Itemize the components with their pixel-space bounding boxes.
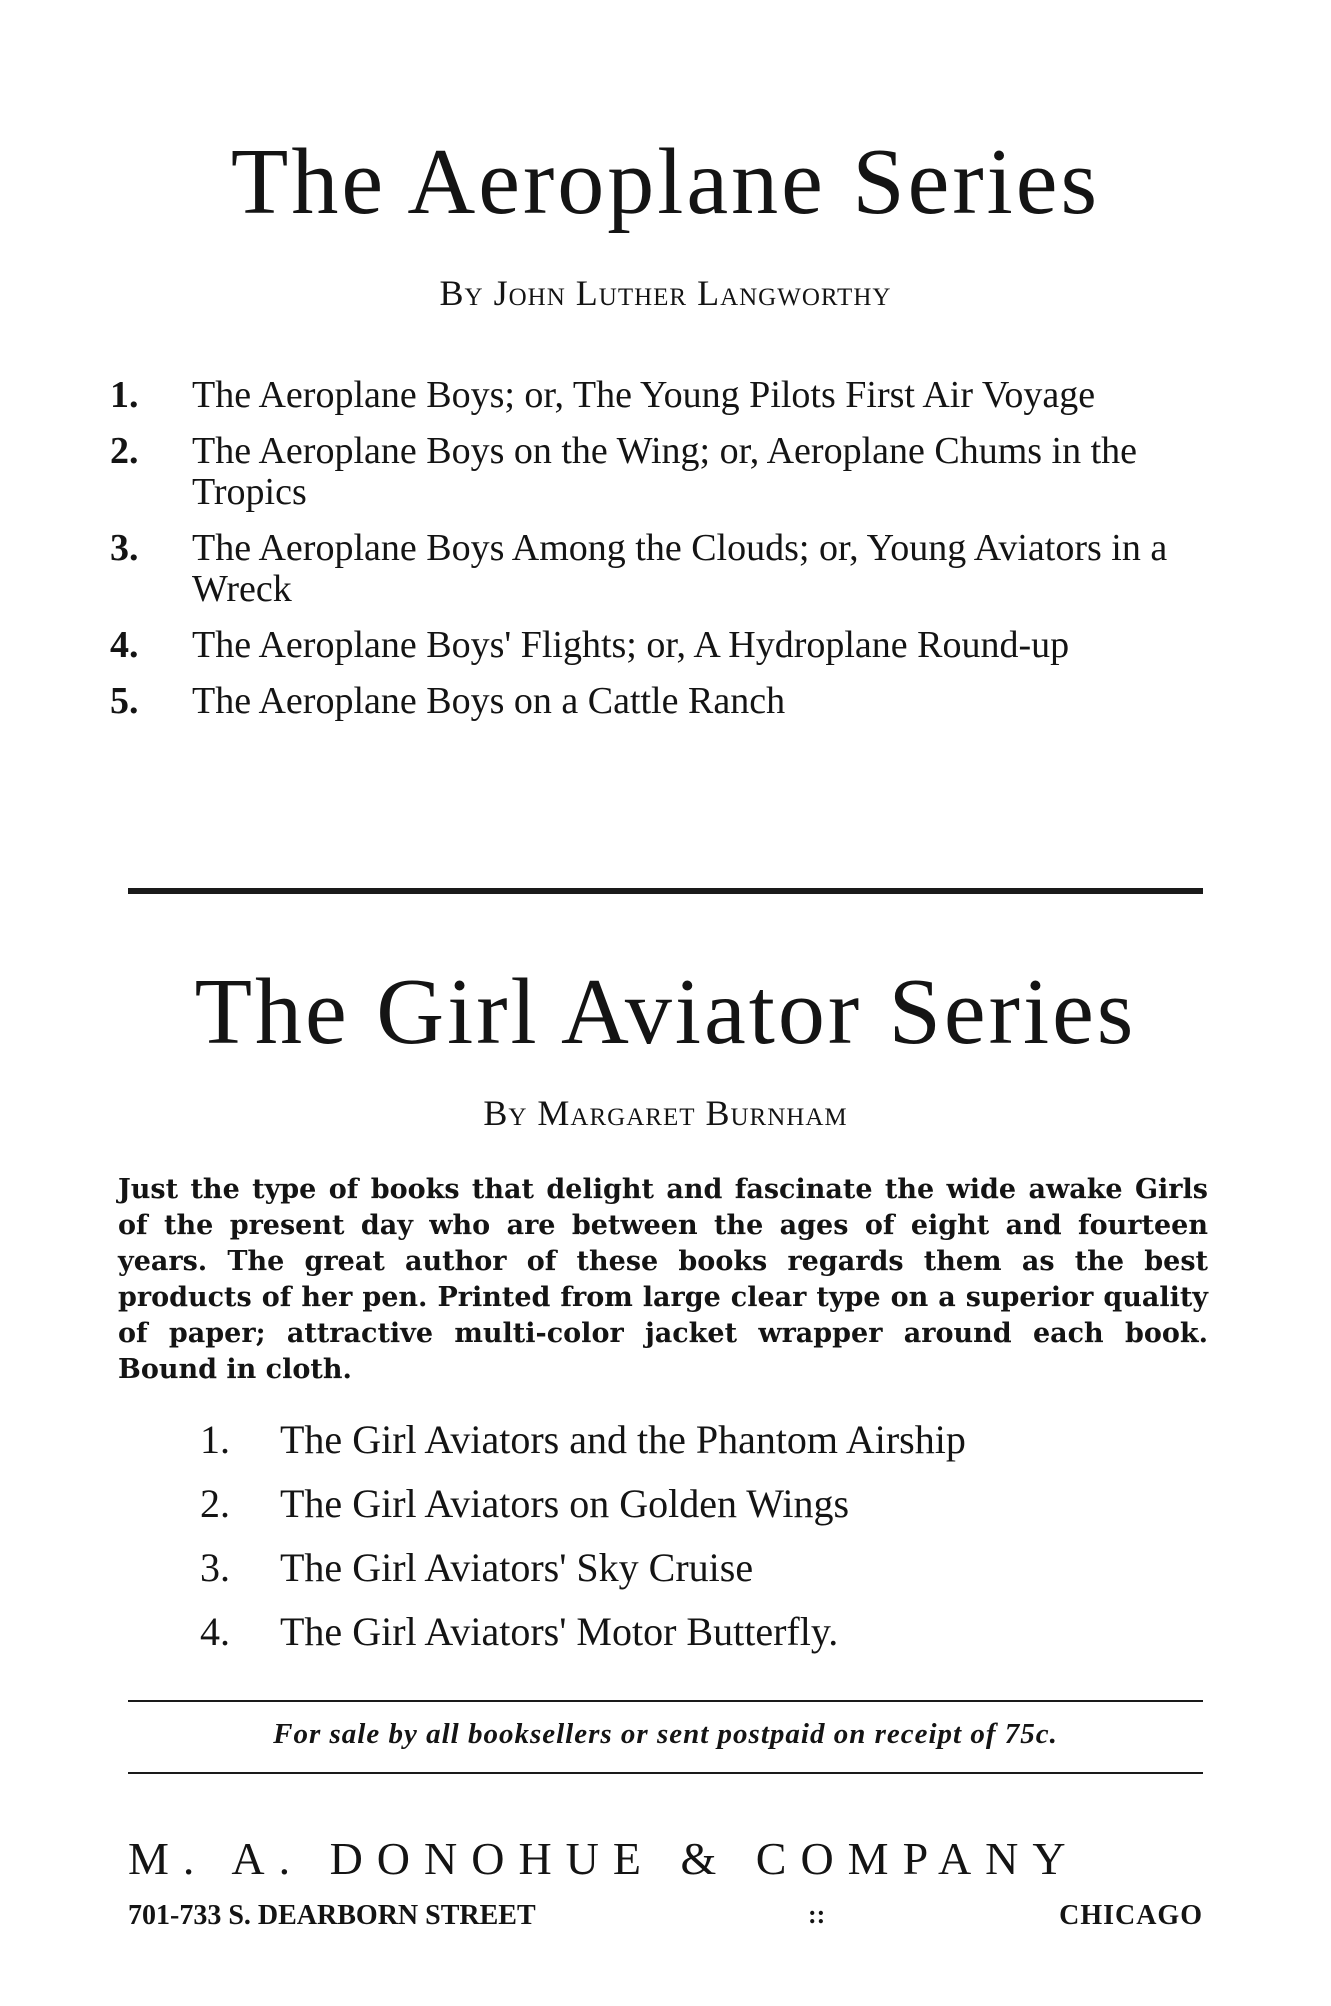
- list-item: [110, 625, 1200, 666]
- book-number: 5.: [110, 680, 139, 722]
- section-divider: [128, 888, 1203, 894]
- book-title: The Girl Aviators' Motor Butterfly.: [280, 1609, 839, 1654]
- publisher-address: [128, 1900, 1203, 1940]
- publisher-name: M. A. DONOHUE & COMPANY: [128, 1833, 1080, 1884]
- book-number: 1.: [110, 374, 139, 416]
- book-title: The Girl Aviators on Golden Wings: [280, 1481, 850, 1526]
- series-description: Just the type of books that delight and fascinate the wide awake Girls of the present day who are between the ages of eight and fourteen years. The great author of these books regards them as the best products of her pen. Printed from large clear type on a superior quality of paper; attractive multi-color jacket wrapper around each book. Bound in cloth.: [118, 1174, 1208, 1385]
- book-number: 4.: [200, 1609, 230, 1654]
- list-item: [110, 431, 1200, 513]
- footer-rule-top: [128, 1700, 1203, 1702]
- book-title: The Aeroplane Boys Among the Clouds; or, Young Aviators in a Wreck: [192, 527, 1168, 610]
- book-number: 2.: [200, 1481, 230, 1526]
- list-item: [200, 1472, 966, 1536]
- book-title: The Girl Aviators and the Phantom Airship: [280, 1417, 966, 1462]
- aeroplane-series-author: By John Luther Langworthy: [439, 273, 892, 313]
- girl-aviator-series-title: The Girl Aviator Series: [194, 960, 1137, 1064]
- sale-notice: For sale by all booksellers or sent postpaid on receipt of 75c.: [273, 1718, 1058, 1750]
- girl-aviator-book-list: [200, 1408, 966, 1664]
- book-title: The Aeroplane Boys on the Wing; or, Aeroplane Chums in the Tropics: [192, 430, 1138, 513]
- list-item: [200, 1408, 966, 1472]
- aeroplane-book-list: [110, 375, 1200, 737]
- girl-aviator-series-author: By Margaret Burnham: [483, 1093, 848, 1133]
- address-separator: ::: [808, 1900, 826, 1929]
- book-title: The Girl Aviators' Sky Cruise: [280, 1545, 754, 1590]
- footer-rule-bottom: [128, 1772, 1203, 1774]
- list-item: [110, 681, 1200, 722]
- list-item: [200, 1600, 966, 1664]
- list-item: [110, 375, 1200, 416]
- book-number: 4.: [110, 624, 139, 666]
- book-number: 3.: [200, 1545, 230, 1590]
- book-number: 2.: [110, 430, 139, 472]
- book-title: The Aeroplane Boys on a Cattle Ranch: [192, 680, 786, 722]
- book-number: 3.: [110, 527, 139, 569]
- list-item: [110, 528, 1200, 610]
- list-item: [200, 1536, 966, 1600]
- book-title: The Aeroplane Boys; or, The Young Pilots First Air Voyage: [192, 374, 1096, 416]
- city-name: CHICAGO: [1059, 1900, 1203, 1931]
- street-address: 701-733 S. DEARBORN STREET: [128, 1900, 536, 1931]
- book-title: The Aeroplane Boys' Flights; or, A Hydroplane Round-up: [192, 624, 1070, 666]
- book-number: 1.: [200, 1417, 230, 1462]
- aeroplane-series-title: The Aeroplane Series: [230, 130, 1101, 234]
